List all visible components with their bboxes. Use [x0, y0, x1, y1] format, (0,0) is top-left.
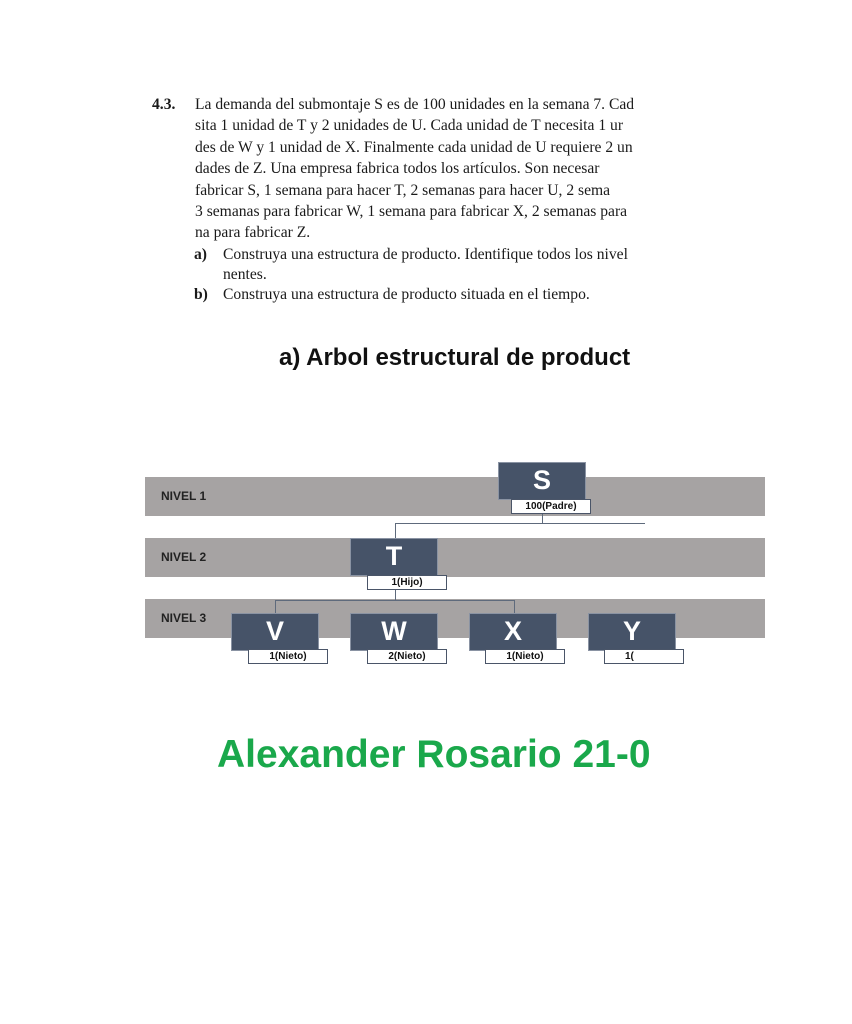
node-letter: T: [385, 541, 403, 571]
connector-line: [395, 523, 645, 524]
level-label: NIVEL 3: [161, 611, 207, 625]
subitem-letter: b): [194, 286, 208, 303]
level-label: NIVEL 1: [161, 489, 207, 503]
level-band-1: [145, 477, 765, 516]
node-tag: 1(: [604, 649, 684, 664]
node-v: [231, 613, 319, 651]
node-x: [469, 613, 557, 651]
node-letter: V: [265, 616, 284, 646]
connector-line: [275, 600, 514, 601]
problem-line: 3 semanas para fabricar W, 1 semana para fabricar X, 2 semanas para: [195, 202, 628, 220]
node-t: [350, 538, 438, 576]
node-letter: X: [503, 616, 522, 646]
node-y: [588, 613, 676, 651]
level-label: NIVEL 2: [161, 550, 207, 564]
node-letter: S: [532, 465, 551, 495]
connector-line: [275, 600, 276, 613]
node-tag: 100(Padre): [511, 499, 591, 514]
problem-line: La demanda del submontaje S es de 100 unidades en la semana 7. Cad: [195, 96, 635, 113]
node-letter: Y: [622, 616, 641, 646]
problem-body: [195, 94, 634, 244]
node-w: [350, 613, 438, 651]
section-title: a) Arbol estructural de product: [279, 344, 631, 371]
level-band-2: [145, 538, 765, 577]
subitem-text: Construya una estructura de producto situada en el tiempo.: [223, 286, 590, 303]
problem-line: sita 1 unidad de T y 2 unidades de U. Cada unidad de T necesita 1 ur: [195, 117, 624, 135]
problem-line: fabricar S, 1 semana para hacer T, 2 semanas para hacer U, 2 sema: [195, 181, 611, 199]
problem-line: dades de Z. Una empresa fabrica todos los artículos. Son necesar: [195, 160, 600, 178]
node-tag: 1(Nieto): [485, 649, 565, 664]
node-tag: 1(Nieto): [248, 649, 328, 664]
problem-line: na para fabricar Z.: [195, 224, 311, 242]
author-name: Alexander Rosario 21-0: [217, 733, 651, 776]
problem-line: des de W y 1 unidad de X. Finalmente cada unidad de U requiere 2 un: [195, 138, 633, 156]
subitem-text: Construya una estructura de producto. Identifique todos los nivel: [223, 246, 628, 263]
node-letter: W: [381, 616, 407, 646]
node-tag: 2(Nieto): [367, 649, 447, 664]
connector-line: [395, 523, 396, 539]
node-tag: 1(Hijo): [367, 575, 447, 590]
connector-line: [514, 600, 515, 613]
node-s: [498, 462, 586, 500]
subitem-text: nentes.: [223, 266, 267, 283]
subitem-letter: a): [194, 246, 207, 263]
problem-number: 4.3.: [152, 96, 176, 113]
